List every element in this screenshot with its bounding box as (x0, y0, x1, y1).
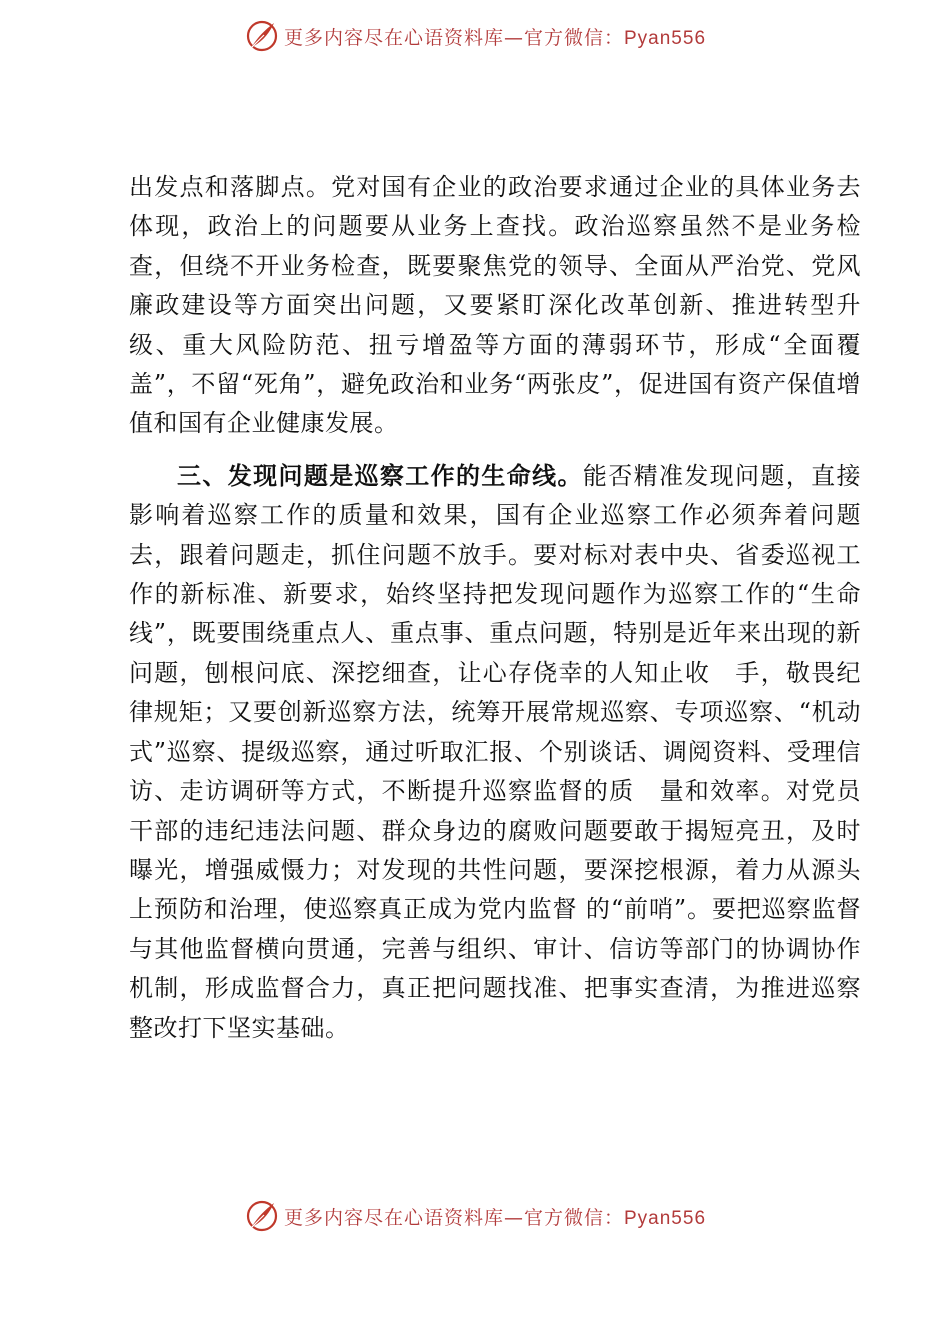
watermark-text: 更多内容尽在心语资料库—官方微信：Pyan556 (283, 1206, 707, 1229)
header-watermark (0, 14, 950, 58)
footer-watermark (0, 1194, 950, 1238)
paragraph-1: 出发点和落脚点。党对国有企业的政治要求通过企业的具体业务去体现，政治上的问题要从业务上查找。政治巡察虽然不是业务检查，但绕不开业务检查，既要聚焦党的领导、全面从严治党、党风廉政建设等方面突出问题，又要紧盯深化改革创新、推进转型升级、重大风险防范、扭亏增盈等方面的薄弱环节，形成“全面覆盖”，不留“死角”，避免政治和业务“两张皮”，促进国有资产保值增值和国有企业健康发展。 (129, 173, 861, 438)
section-3-paragraph (129, 457, 861, 1048)
section-3-body: 能否精准发现问题，直接影响着巡察工作的质量和效果，国有企业巡察工作必须奔着问题去，跟着问题走，抓住问题不放手。要对标对表中央、省委巡视工作的新标准、新要求，始终坚持把发现问题作为巡察工作的“生命线”，既要围绕重点人、重点事、重点问题，特别是近年来出现的新问题，刨根问底、深挖细查，让心存侥幸的人知止收 手，敬畏纪律规矩；又要创新巡察方法，统筹开展常规巡察、专项巡察、“机动式”巡察、提级巡察，通过听取汇报、个别谈话、调阅资料、受理信访、走访调研等方式，不断提升巡察监督的质 量和效率。对党员干部的违纪违法问题、群众身边的腐败问题要敢于揭短亮丑，及时曝光，增强威慑力；对发现的共性问题，要深挖根源，着力从源头上预防和治理，使巡察真正成为党内监督 的“前哨”。要把巡察监督与其他监督横向贯通，完善与组织、审计、信访等部门的协调协作机制，形成监督合力，真正把问题找准、把事实查清，为推进巡察整改打下坚实基础。 (129, 461, 862, 1042)
quill-pen-logo-icon (244, 1198, 280, 1234)
quill-pen-logo-icon (244, 18, 280, 54)
document-body (129, 168, 861, 1048)
section-3-heading: 三、发现问题是巡察工作的生命线。 (177, 461, 583, 490)
watermark-text: 更多内容尽在心语资料库—官方微信：Pyan556 (283, 26, 707, 49)
wechat-id: Pyan556 (624, 27, 707, 49)
wechat-id: Pyan556 (624, 1207, 707, 1229)
